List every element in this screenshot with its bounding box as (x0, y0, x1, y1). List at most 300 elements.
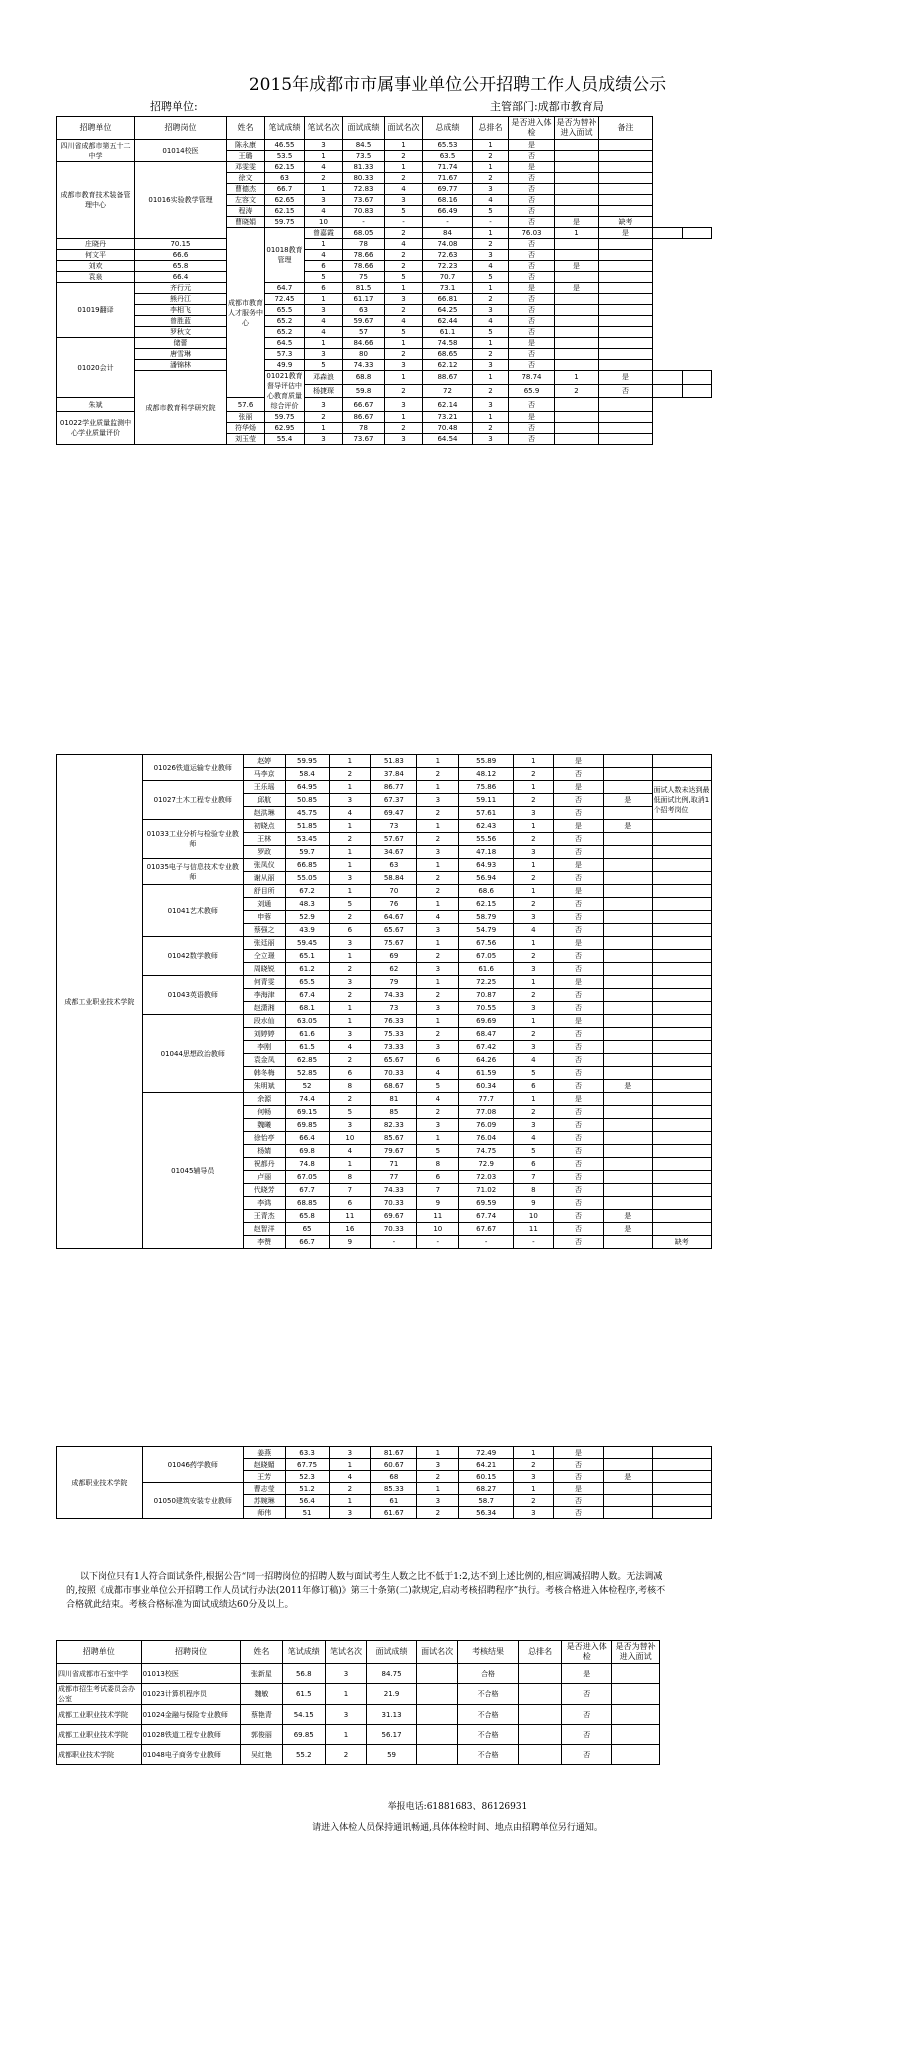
results-table-1 (56, 116, 712, 445)
data-cell (652, 1002, 711, 1015)
data-cell: 60.67 (371, 1459, 417, 1471)
data-cell (599, 239, 653, 250)
table-header-row (57, 117, 712, 140)
data-cell: 82.33 (371, 1119, 417, 1132)
data-cell: 5 (514, 1145, 554, 1158)
data-cell (652, 1197, 711, 1210)
data-cell: 6 (305, 261, 343, 272)
data-cell (612, 1725, 660, 1745)
data-cell: 否 (509, 398, 555, 412)
data-cell: 4 (473, 316, 509, 327)
data-cell: 3 (473, 398, 509, 412)
data-cell: 4 (417, 1067, 459, 1080)
data-cell: 2 (305, 412, 343, 423)
position-cell: 01016实验教学管理 (135, 162, 227, 239)
data-cell: 合格 (458, 1664, 519, 1684)
data-cell (652, 911, 711, 924)
data-cell: 59.8 (343, 384, 385, 398)
data-cell: 3 (329, 937, 371, 950)
data-cell: 庄晓丹 (57, 239, 135, 250)
data-cell: 1 (417, 1447, 459, 1459)
unit-cell: 成都职业技术学院 (57, 1447, 143, 1519)
data-cell: 曹晓娟 (227, 217, 265, 228)
data-cell: 76 (371, 898, 417, 911)
data-cell: 1 (385, 283, 423, 294)
data-cell (652, 1106, 711, 1119)
column-header: 笔试成绩 (282, 1641, 325, 1664)
position-cell: 01021教育督导评估中心教育质量综合评价 (266, 372, 303, 410)
data-cell (599, 349, 653, 360)
data-cell: 69.67 (371, 1210, 417, 1223)
data-cell: 6 (329, 924, 371, 937)
unit-cell: 成都工业职业技术学院 (57, 1705, 142, 1725)
data-cell: 3 (305, 398, 343, 412)
data-cell: 刘欢 (57, 261, 135, 272)
data-cell: 5 (473, 327, 509, 338)
data-cell: 2 (417, 989, 459, 1002)
data-cell: 代晓芳 (243, 1184, 285, 1197)
data-cell: 1 (329, 1015, 371, 1028)
unit-cell: 成都工业职业技术学院 (57, 755, 143, 1249)
data-cell: 6 (329, 1197, 371, 1210)
data-cell: 72.83 (343, 184, 385, 195)
data-cell: 54.79 (459, 924, 514, 937)
data-cell: 1 (514, 1093, 554, 1106)
data-cell (604, 924, 652, 937)
data-cell: 69.77 (423, 184, 473, 195)
data-cell: 66.67 (343, 398, 385, 412)
data-cell: 是 (553, 1447, 604, 1459)
data-cell (604, 1041, 652, 1054)
data-cell (518, 1745, 561, 1765)
data-cell (555, 239, 599, 250)
data-cell: 3 (305, 434, 343, 445)
data-cell (604, 1002, 652, 1015)
data-cell: 2 (473, 173, 509, 184)
data-cell: 4 (385, 184, 423, 195)
data-cell: 67.56 (459, 937, 514, 950)
data-cell (652, 768, 711, 781)
data-cell: 67.7 (285, 1184, 329, 1197)
table-row (57, 349, 712, 360)
data-cell: 74.33 (371, 1184, 417, 1197)
data-cell: - (417, 1236, 459, 1249)
data-cell: 程涛 (227, 206, 265, 217)
data-cell: 5 (329, 1106, 371, 1119)
data-cell: 李鸿 (243, 1197, 285, 1210)
data-cell: 78 (343, 239, 385, 250)
data-cell: 2 (329, 1483, 371, 1495)
data-cell (604, 989, 652, 1002)
data-cell: 78 (343, 423, 385, 434)
data-cell: 67.05 (459, 950, 514, 963)
data-cell: 朱斌 (57, 398, 135, 412)
data-cell: 4 (329, 1041, 371, 1054)
data-cell: 71.74 (423, 162, 473, 173)
data-cell: 73.67 (343, 195, 385, 206)
column-header: 是否进入体检 (562, 1641, 612, 1664)
data-cell: - (371, 1236, 417, 1249)
data-cell: 否 (553, 950, 604, 963)
data-cell: 否 (553, 807, 604, 820)
column-header: 笔试成绩 (265, 117, 305, 140)
unit-cell: 四川省成都市第五十二中学 (57, 140, 135, 162)
data-cell (555, 327, 599, 338)
position-cell: 01020会计 (57, 338, 135, 398)
data-cell: 韩冬梅 (243, 1067, 285, 1080)
data-cell: 3 (385, 294, 423, 305)
position-cell: 01022学业质量监测中心学业质量评价 (57, 412, 135, 445)
data-cell: 1 (305, 239, 343, 250)
data-cell: 1 (385, 140, 423, 151)
data-cell: 52.3 (285, 1471, 329, 1483)
data-cell: 1 (514, 885, 554, 898)
data-cell: 80.33 (343, 173, 385, 184)
data-cell (417, 1725, 458, 1745)
data-cell: 51.85 (285, 820, 329, 833)
column-header: 面试成绩 (367, 1641, 417, 1664)
data-cell: 55.4 (265, 434, 305, 445)
data-cell: 4 (305, 316, 343, 327)
data-cell: 3 (329, 1507, 371, 1519)
data-cell: 周晓锐 (243, 963, 285, 976)
data-cell: 3 (305, 305, 343, 316)
data-cell: 5 (417, 1080, 459, 1093)
data-cell (652, 1080, 711, 1093)
data-cell: 是 (553, 820, 604, 833)
data-cell (604, 781, 652, 794)
data-cell (652, 976, 711, 989)
data-cell: 郭俊丽 (241, 1725, 282, 1745)
data-cell: 74.8 (285, 1158, 329, 1171)
data-cell: 71 (371, 1158, 417, 1171)
data-cell: 袁金凤 (243, 1054, 285, 1067)
data-cell: 4 (305, 327, 343, 338)
data-cell: 43.9 (285, 924, 329, 937)
data-cell: 吴红艳 (241, 1745, 282, 1765)
data-cell (518, 1705, 561, 1725)
data-cell: 84.5 (343, 140, 385, 151)
data-cell (604, 1119, 652, 1132)
data-cell: 张丽 (227, 412, 265, 423)
data-cell (599, 173, 653, 184)
data-cell: 否 (553, 1507, 604, 1519)
data-cell (612, 1705, 660, 1725)
data-cell: 61 (371, 1495, 417, 1507)
data-cell: 55.56 (459, 833, 514, 846)
data-cell: 66.4 (285, 1132, 329, 1145)
data-cell: 3 (325, 1705, 366, 1725)
data-cell: 否 (553, 1080, 604, 1093)
data-cell (682, 228, 712, 239)
data-cell: 63.5 (423, 151, 473, 162)
data-cell: 69.47 (371, 807, 417, 820)
data-cell: 65.9 (509, 384, 555, 398)
data-cell: 50.85 (285, 794, 329, 807)
data-cell: 仝立璟 (243, 950, 285, 963)
data-cell: 79.67 (371, 1145, 417, 1158)
data-cell (555, 412, 599, 423)
data-cell: 75.67 (371, 937, 417, 950)
data-cell (604, 950, 652, 963)
data-cell: 61.6 (285, 1028, 329, 1041)
data-cell: 3 (417, 1002, 459, 1015)
data-cell: 61.17 (343, 294, 385, 305)
data-cell: 1 (417, 1015, 459, 1028)
data-cell: 2 (417, 950, 459, 963)
data-cell: 段水仙 (243, 1015, 285, 1028)
data-cell (604, 898, 652, 911)
data-cell: 61.67 (371, 1507, 417, 1519)
data-cell (652, 872, 711, 885)
position-cell: 01046药学教师 (142, 1447, 243, 1483)
data-cell: 是 (553, 781, 604, 794)
data-cell (652, 1028, 711, 1041)
data-cell: 67.05 (285, 1171, 329, 1184)
data-cell: 4 (514, 924, 554, 937)
unit-cell: 成都职业技术学院 (57, 1745, 142, 1765)
position-cell: 01028铁道工程专业教师 (141, 1725, 241, 1745)
data-cell: 1 (305, 423, 343, 434)
data-cell: 是 (555, 283, 599, 294)
data-cell: 是 (553, 1483, 604, 1495)
data-cell: 1 (305, 294, 343, 305)
data-cell: 是 (509, 412, 555, 423)
data-cell (604, 1483, 652, 1495)
data-cell: 是 (599, 371, 653, 385)
data-cell: 1 (305, 151, 343, 162)
position-cell: 01019翻译 (57, 283, 135, 338)
data-cell: 刘通 (243, 898, 285, 911)
data-cell: 65.1 (285, 950, 329, 963)
data-cell (599, 283, 653, 294)
data-cell: 59.75 (265, 412, 305, 423)
data-cell: 85.67 (371, 1132, 417, 1145)
data-cell: 6 (514, 1080, 554, 1093)
data-cell: 3 (417, 1119, 459, 1132)
data-cell: 66.7 (265, 184, 305, 195)
data-cell: 56.8 (282, 1664, 325, 1684)
data-cell: 舒目所 (243, 885, 285, 898)
data-cell: 熊丹江 (135, 294, 227, 305)
data-cell: 65.67 (371, 924, 417, 937)
data-cell: 67.2 (285, 885, 329, 898)
data-cell: 3 (417, 1041, 459, 1054)
data-cell: 何文平 (57, 250, 135, 261)
position-cell: 01045辅导员 (142, 1093, 243, 1249)
data-cell (604, 1106, 652, 1119)
table-row (57, 1015, 712, 1028)
data-cell (604, 1507, 652, 1519)
data-cell: 3 (305, 195, 343, 206)
data-cell: 是 (555, 261, 599, 272)
data-cell: 60.34 (459, 1080, 514, 1093)
position-cell: 01023计算机程序员 (141, 1684, 241, 1705)
column-header: 招聘岗位 (135, 117, 227, 140)
data-cell (555, 151, 599, 162)
data-cell: 74.33 (343, 360, 385, 371)
data-cell: 31.13 (367, 1705, 417, 1725)
data-cell: 否 (553, 872, 604, 885)
data-cell: 68.85 (285, 1197, 329, 1210)
data-cell: 3 (417, 846, 459, 859)
data-cell: 否 (553, 1002, 604, 1015)
data-cell: 4 (305, 162, 343, 173)
data-cell (604, 976, 652, 989)
data-cell: 赵婷 (243, 755, 285, 768)
data-cell: 是 (604, 794, 652, 807)
data-cell: 9 (329, 1236, 371, 1249)
data-cell: 78.66 (343, 261, 385, 272)
data-cell: 52 (285, 1080, 329, 1093)
data-cell: 66.6 (135, 250, 227, 261)
data-cell: 张凤仪 (243, 859, 285, 872)
data-cell: 57.3 (265, 349, 305, 360)
data-cell: 是 (553, 1015, 604, 1028)
data-cell: 72.9 (459, 1158, 514, 1171)
data-cell: 何青雯 (243, 976, 285, 989)
data-cell (604, 1184, 652, 1197)
results-table-3 (56, 1446, 712, 1519)
data-cell: 符华炀 (227, 423, 265, 434)
data-cell: 面试人数未达到最低面试比例,取消1个招考岗位 (652, 781, 711, 820)
data-cell: 1 (329, 781, 371, 794)
data-cell: 罗秋文 (135, 327, 227, 338)
data-cell: 5 (473, 272, 509, 283)
data-cell: 1 (329, 1495, 371, 1507)
data-cell (604, 1158, 652, 1171)
table-header-row (57, 1641, 660, 1664)
data-cell: 2 (385, 423, 423, 434)
exam-notice: 请进入体检人员保持通讯畅通,具体体检时间、地点由招聘单位另行通知。 (312, 1823, 603, 1833)
data-cell (604, 846, 652, 859)
column-header: 招聘岗位 (141, 1641, 241, 1664)
column-header: 总成绩 (423, 117, 473, 140)
data-cell: 3 (329, 1119, 371, 1132)
data-cell: 77.08 (459, 1106, 514, 1119)
data-cell: 3 (305, 140, 343, 151)
data-cell: 9 (514, 1197, 554, 1210)
data-cell: 否 (553, 1041, 604, 1054)
data-cell: 师伟 (243, 1507, 285, 1519)
data-cell: 是 (604, 1223, 652, 1236)
page-title: 2015年成都市市属事业单位公开招聘工作人员成绩公示 (248, 75, 667, 95)
data-cell (604, 1459, 652, 1471)
data-cell: 2 (514, 1028, 554, 1041)
data-cell: 77.7 (459, 1093, 514, 1106)
data-cell: 65.67 (371, 1054, 417, 1067)
data-cell: 59.67 (343, 316, 385, 327)
data-cell (555, 305, 599, 316)
data-cell: 否 (553, 924, 604, 937)
data-cell: 62.14 (423, 398, 473, 412)
data-cell: 是 (553, 937, 604, 950)
data-cell: 是 (555, 217, 599, 228)
data-cell: 1 (325, 1684, 366, 1705)
report-phone: 举报电话:61881683、86126931 (387, 1802, 528, 1812)
data-cell: 68.67 (371, 1080, 417, 1093)
data-cell (652, 937, 711, 950)
data-cell: 2 (417, 1471, 459, 1483)
data-cell: 54.15 (282, 1705, 325, 1725)
data-cell: 68.05 (343, 228, 385, 239)
data-cell: 62.65 (265, 195, 305, 206)
data-cell (652, 1184, 711, 1197)
data-cell: 77 (371, 1171, 417, 1184)
data-cell (604, 963, 652, 976)
data-cell: 2 (417, 807, 459, 820)
table-row (57, 885, 712, 898)
data-cell: 4 (329, 807, 371, 820)
data-cell: 祝都丹 (243, 1158, 285, 1171)
data-cell: 否 (553, 963, 604, 976)
data-cell (604, 1495, 652, 1507)
data-cell: 2 (514, 1106, 554, 1119)
data-cell: 85.33 (371, 1483, 417, 1495)
data-cell: 邓森浪 (305, 371, 343, 385)
data-cell: 是 (509, 162, 555, 173)
data-cell: 70.7 (423, 272, 473, 283)
data-cell: 否 (553, 989, 604, 1002)
data-cell: 86.77 (371, 781, 417, 794)
data-cell: 64.95 (285, 781, 329, 794)
data-cell: 否 (553, 1067, 604, 1080)
data-cell (653, 371, 683, 385)
data-cell (652, 885, 711, 898)
table-row (57, 1447, 712, 1459)
data-cell: 66.81 (423, 294, 473, 305)
unit-cell: 成都市招生考试委员会办公室 (57, 1684, 142, 1705)
data-cell: 唐雪琳 (135, 349, 227, 360)
data-cell: 6 (417, 1054, 459, 1067)
unit-cell: 四川省成都市石室中学 (57, 1664, 142, 1684)
data-cell: 61.5 (282, 1684, 325, 1705)
data-cell: 48.12 (459, 768, 514, 781)
data-cell: 66.49 (423, 206, 473, 217)
data-cell: 1 (473, 140, 509, 151)
data-cell (652, 1119, 711, 1132)
data-cell: 1 (514, 781, 554, 794)
position-cell: 01042数学教师 (142, 937, 243, 976)
data-cell: 刘婷婷 (243, 1028, 285, 1041)
data-cell: 4 (514, 1054, 554, 1067)
data-cell: 谢从丽 (243, 872, 285, 885)
data-cell: 1 (514, 976, 554, 989)
data-cell: 68.6 (459, 885, 514, 898)
data-cell: 3 (329, 1028, 371, 1041)
data-cell (652, 1459, 711, 1471)
data-cell: 8 (329, 1080, 371, 1093)
data-cell: 3 (514, 963, 554, 976)
data-cell: 是 (562, 1664, 612, 1684)
data-cell: 10 (417, 1223, 459, 1236)
data-cell: 2 (514, 950, 554, 963)
data-cell: 1 (473, 371, 509, 385)
data-cell: 81.67 (371, 1447, 417, 1459)
data-cell (652, 846, 711, 859)
data-cell: 1 (329, 820, 371, 833)
data-cell: 杨捷琛 (305, 384, 343, 398)
data-cell: 68.1 (285, 1002, 329, 1015)
results-table-2 (56, 754, 712, 1249)
position-cell: 01013校医 (141, 1664, 241, 1684)
data-cell: 是 (604, 1210, 652, 1223)
data-cell: 75.33 (371, 1028, 417, 1041)
data-cell: 69.69 (459, 1015, 514, 1028)
data-cell: 否 (553, 1495, 604, 1507)
data-cell (652, 755, 711, 768)
table-row (57, 1664, 660, 1684)
